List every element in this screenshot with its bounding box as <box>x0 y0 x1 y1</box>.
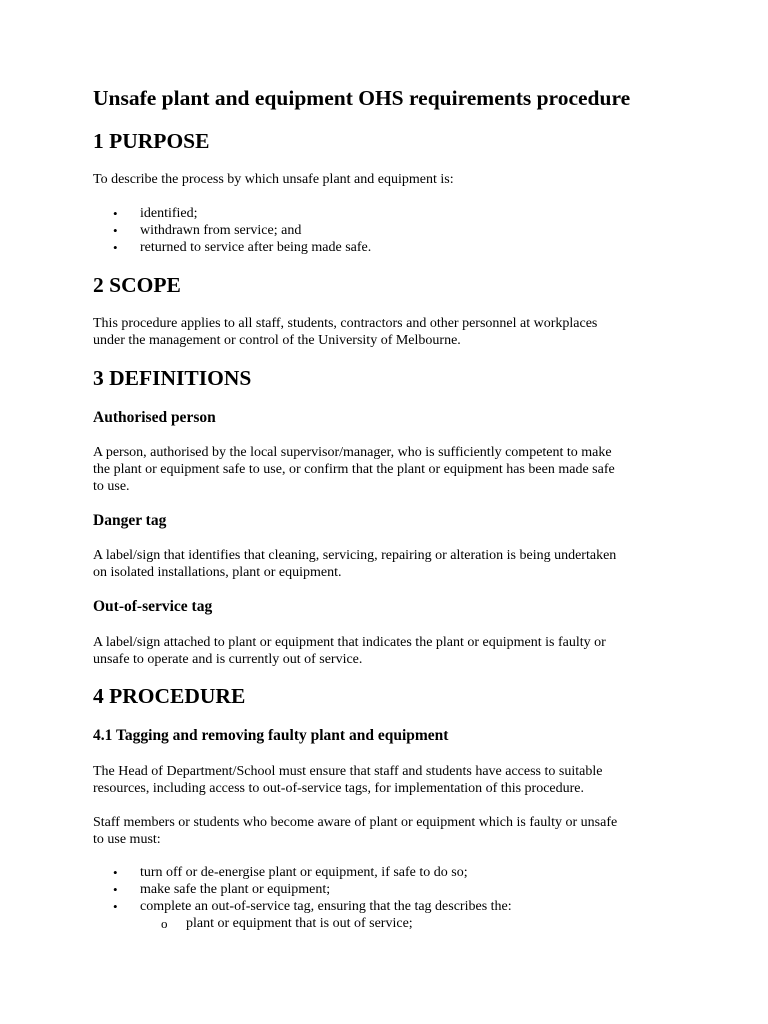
definition-text-line: A label/sign that identifies that cleaning, servicing, repairing or alteration is being undertaken <box>93 548 617 563</box>
procedure-text-line: to use must: <box>93 832 161 847</box>
purpose-list-item: • identified; <box>140 205 198 222</box>
definition-text-line: unsafe to operate and is currently out of service. <box>93 652 363 667</box>
definition-term-authorised-person: Authorised person <box>93 409 216 426</box>
section-heading-procedure: 4 PROCEDURE <box>93 684 246 708</box>
procedure-text-line: The Head of Department/School must ensure that staff and students have access to suitable <box>93 764 603 779</box>
procedure-subheading: 4.1 Tagging and removing faulty plant and equipment <box>93 727 449 744</box>
purpose-list-item: • returned to service after being made safe. <box>140 239 371 256</box>
procedure-text-line: Staff members or students who become aware of plant or equipment which is faulty or unsafe <box>93 815 618 830</box>
definition-term-danger-tag: Danger tag <box>93 512 167 529</box>
section-heading-definitions: 3 DEFINITIONS <box>93 366 252 390</box>
procedure-list-item: • turn off or de-energise plant or equipment, if safe to do so; <box>140 864 468 881</box>
section-heading-scope: 2 SCOPE <box>93 273 181 297</box>
definition-text-line: to use. <box>93 479 130 494</box>
definition-text-line: A person, authorised by the local supervisor/manager, who is sufficiently competent to make <box>93 445 612 460</box>
definition-text-line: the plant or equipment safe to use, or confirm that the plant or equipment has been made safe <box>93 462 615 477</box>
purpose-list-item: • withdrawn from service; and <box>140 222 301 239</box>
document-title: Unsafe plant and equipment OHS requirements procedure <box>93 86 631 110</box>
procedure-list-item: • make safe the plant or equipment; <box>140 881 330 898</box>
scope-text-line: This procedure applies to all staff, students, contractors and other personnel at workplaces <box>93 316 598 331</box>
section-heading-purpose: 1 PURPOSE <box>93 129 210 153</box>
procedure-list-item: • complete an out-of-service tag, ensuring that the tag describes the: <box>140 898 512 915</box>
definition-term-out-of-service-tag: Out-of-service tag <box>93 598 213 615</box>
procedure-text-line: resources, including access to out-of-service tags, for implementation of this procedure. <box>93 781 585 796</box>
definition-text-line: A label/sign attached to plant or equipment that indicates the plant or equipment is faulty or <box>93 635 606 650</box>
scope-text-line: under the management or control of the University of Melbourne. <box>93 333 461 348</box>
definition-text-line: on isolated installations, plant or equipment. <box>93 565 342 580</box>
procedure-sub-list-item: o plant or equipment that is out of service; <box>186 915 413 932</box>
purpose-intro: To describe the process by which unsafe plant and equipment is: <box>93 172 454 187</box>
